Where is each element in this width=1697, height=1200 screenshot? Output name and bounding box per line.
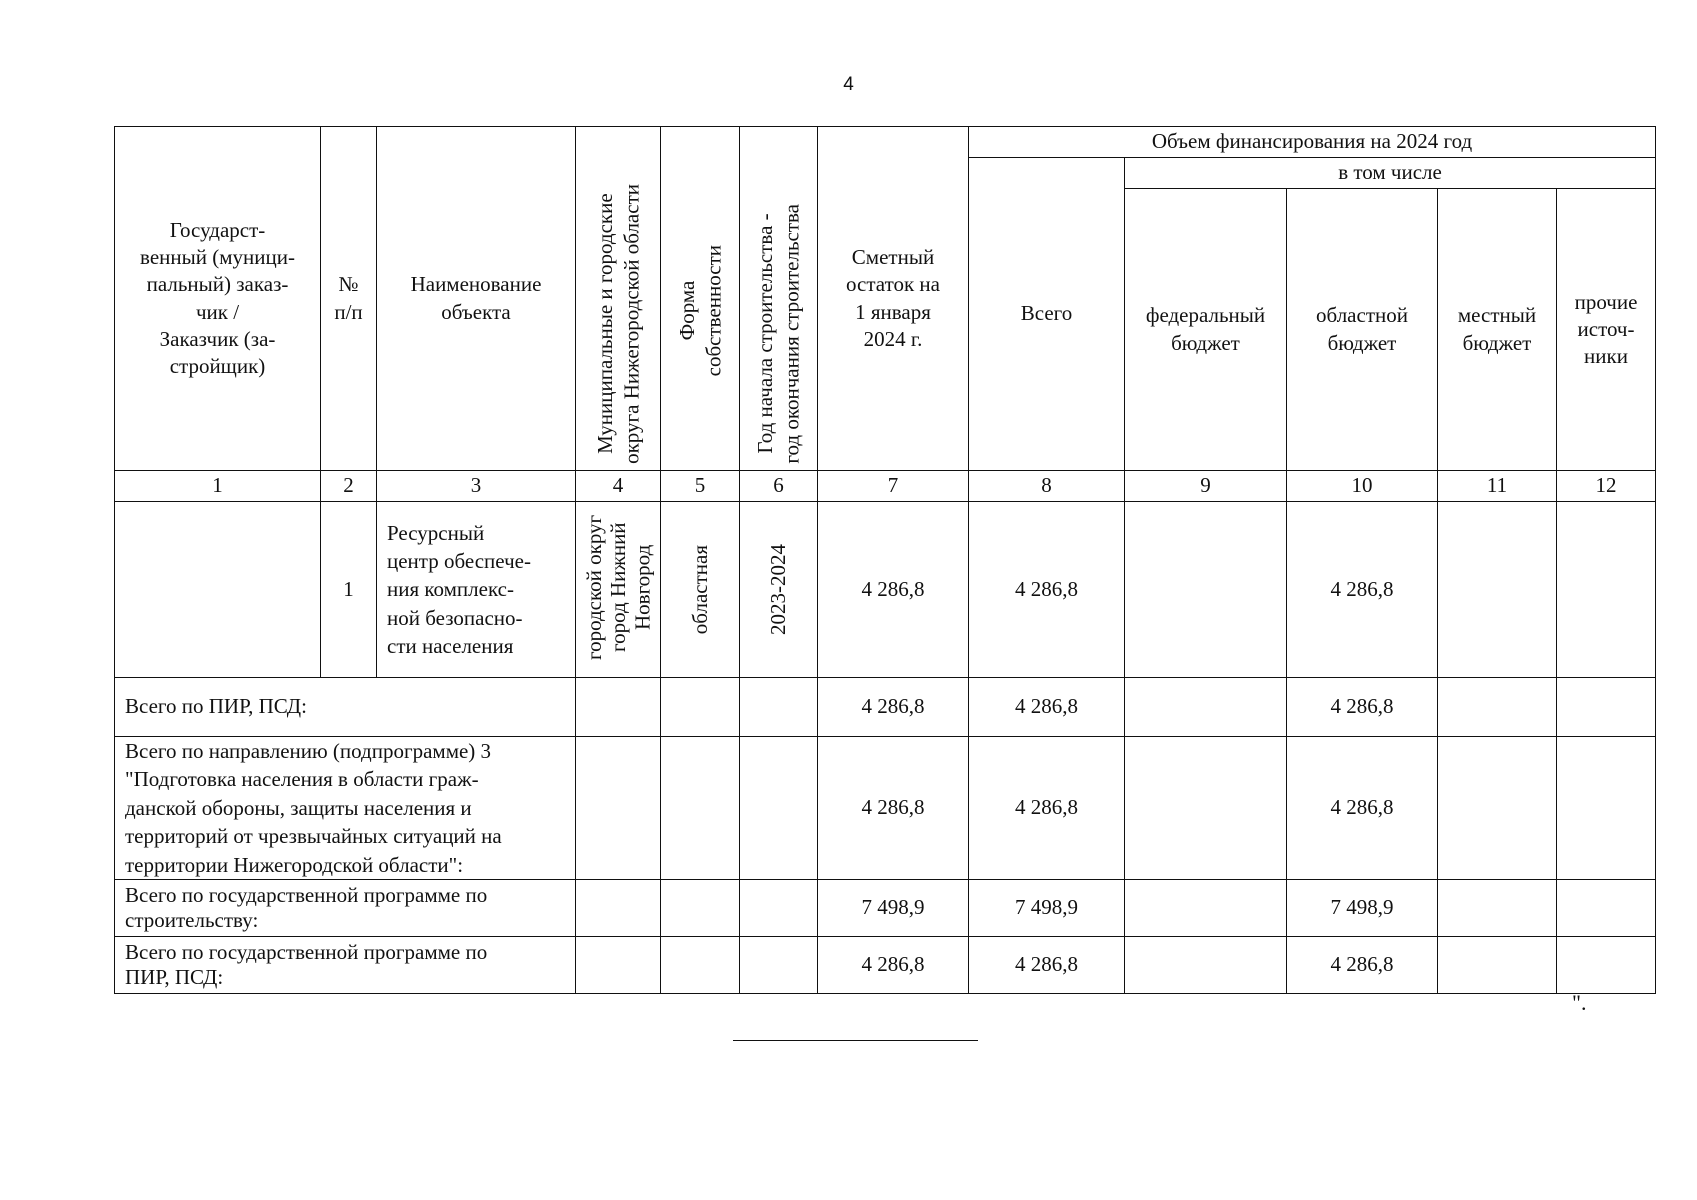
summary-local [1438,880,1557,937]
header-regional-label: областной бюджет [1316,303,1408,355]
summary-total: 4 286,8 [969,737,1125,880]
table-row [115,937,1656,994]
object-name-text: Ресурсный центр обеспече- ния комплекс- ной безопасно- сти населения [387,520,531,659]
column-number: 4 [576,471,661,502]
column-number: 7 [818,471,969,502]
summary-empty-cell [576,737,661,880]
summary-empty-cell [576,937,661,994]
header-local-label: местный бюджет [1457,303,1537,355]
summary-empty-cell [740,937,818,994]
summary-other [1557,678,1656,737]
summary-other [1557,937,1656,994]
summary-empty-cell [661,737,740,880]
summary-federal [1125,937,1287,994]
header-object-name [377,127,576,471]
summary-federal [1125,678,1287,737]
summary-empty-cell [740,737,818,880]
column-number: 6 [740,471,818,502]
header-regional [1287,189,1438,471]
header-num-label: № п/п [334,272,363,324]
column-number: 3 [377,471,576,502]
summary-other [1557,737,1656,880]
summary-empty-cell [661,937,740,994]
summary-regional: 4 286,8 [1287,678,1438,737]
column-number: 8 [969,471,1125,502]
summary-other [1557,880,1656,937]
page-number: 4 [843,74,854,95]
object-estimate: 4 286,8 [818,502,969,678]
object-name [377,502,576,678]
object-ownership [661,502,740,678]
summary-empty-cell [576,880,661,937]
summary-estimate: 4 286,8 [818,937,969,994]
financing-table [114,126,1656,994]
header-municipality [576,127,661,471]
summary-regional: 4 286,8 [1287,737,1438,880]
object-other [1557,502,1656,678]
header-object-name-label: Наименование объекта [410,272,542,324]
object-num: 1 [321,502,377,678]
table-row [115,880,1656,937]
object-federal [1125,502,1287,678]
table-row [115,737,1656,880]
summary-regional: 4 286,8 [1287,937,1438,994]
column-number: 9 [1125,471,1287,502]
object-regional: 4 286,8 [1287,502,1438,678]
summary-estimate: 4 286,8 [818,678,969,737]
table-row [115,678,1656,737]
header-total: Всего [969,158,1125,471]
column-number: 11 [1438,471,1557,502]
summary-empty-cell [661,880,740,937]
summary-label-text: Всего по ПИР, ПСД: [125,694,307,719]
closing-quote-mark: ". [1572,990,1587,1015]
summary-local [1438,937,1557,994]
summary-label [115,937,576,994]
summary-regional: 7 498,9 [1287,880,1438,937]
header-estimate [818,127,969,471]
header-estimate-label: Сметный остаток на 1 января 2024 г. [846,244,940,351]
summary-label-text: Всего по направлению (подпрограмме) 3 "Подготовка населения в области граж- данской обороны, защиты населения и территорий от чрезвычайных ситуаций на территории Нижегородской области": [125,739,502,877]
summary-total: 4 286,8 [969,937,1125,994]
object-years [740,502,818,678]
summary-label-text: Всего по государственной программе по строительству: [125,882,488,932]
summary-total: 7 498,9 [969,880,1125,937]
summary-label-text: Всего по государственной программе по ПИР, ПСД: [125,939,488,989]
column-number: 5 [661,471,740,502]
summary-empty-cell [661,678,740,737]
column-number: 12 [1557,471,1656,502]
object-years-text: 2023-2024 [766,544,791,635]
header-years-label: Год начала строительства - год окончания строительства [753,204,804,464]
header-years [740,127,818,471]
header-municipality-label: Муниципальные и городские округа Нижегородской области [592,184,643,464]
end-rule [733,1040,978,1041]
header-other-label: прочие источ- ники [1574,289,1638,369]
header-customer [115,127,321,471]
summary-empty-cell [576,678,661,737]
object-total: 4 286,8 [969,502,1125,678]
header-customer-label: Государст- венный (муници- пальный) заказ- чик / Заказчик (за- стройщик) [140,217,295,379]
header-ownership [661,127,740,471]
column-number: 10 [1287,471,1438,502]
summary-label [115,737,576,880]
summary-federal [1125,737,1287,880]
object-local [1438,502,1557,678]
header-num [321,127,377,471]
summary-estimate: 7 498,9 [818,880,969,937]
header-ownership-label: Форма собственности [674,244,725,376]
summary-federal [1125,880,1287,937]
table-row [115,502,1656,678]
header-local [1438,189,1557,471]
summary-label [115,880,576,937]
summary-empty-cell [740,880,818,937]
header-federal [1125,189,1287,471]
summary-empty-cell [740,678,818,737]
summary-label [115,678,576,737]
column-number: 2 [321,471,377,502]
summary-estimate: 4 286,8 [818,737,969,880]
object-municipality [576,502,661,678]
header-federal-label: федеральный бюджет [1145,303,1266,355]
column-number: 1 [115,471,321,502]
column-number-row [115,471,1656,502]
header-other [1557,189,1656,471]
summary-total: 4 286,8 [969,678,1125,737]
summary-local [1438,678,1557,737]
object-municipality-text: городской округ город Нижний Новгород [581,514,655,660]
header-including: в том числе [1125,158,1656,189]
header-funding-group: Объем финансирования на 2024 год [969,127,1656,158]
object-customer [115,502,321,678]
object-ownership-text: областная [687,544,712,635]
summary-local [1438,737,1557,880]
